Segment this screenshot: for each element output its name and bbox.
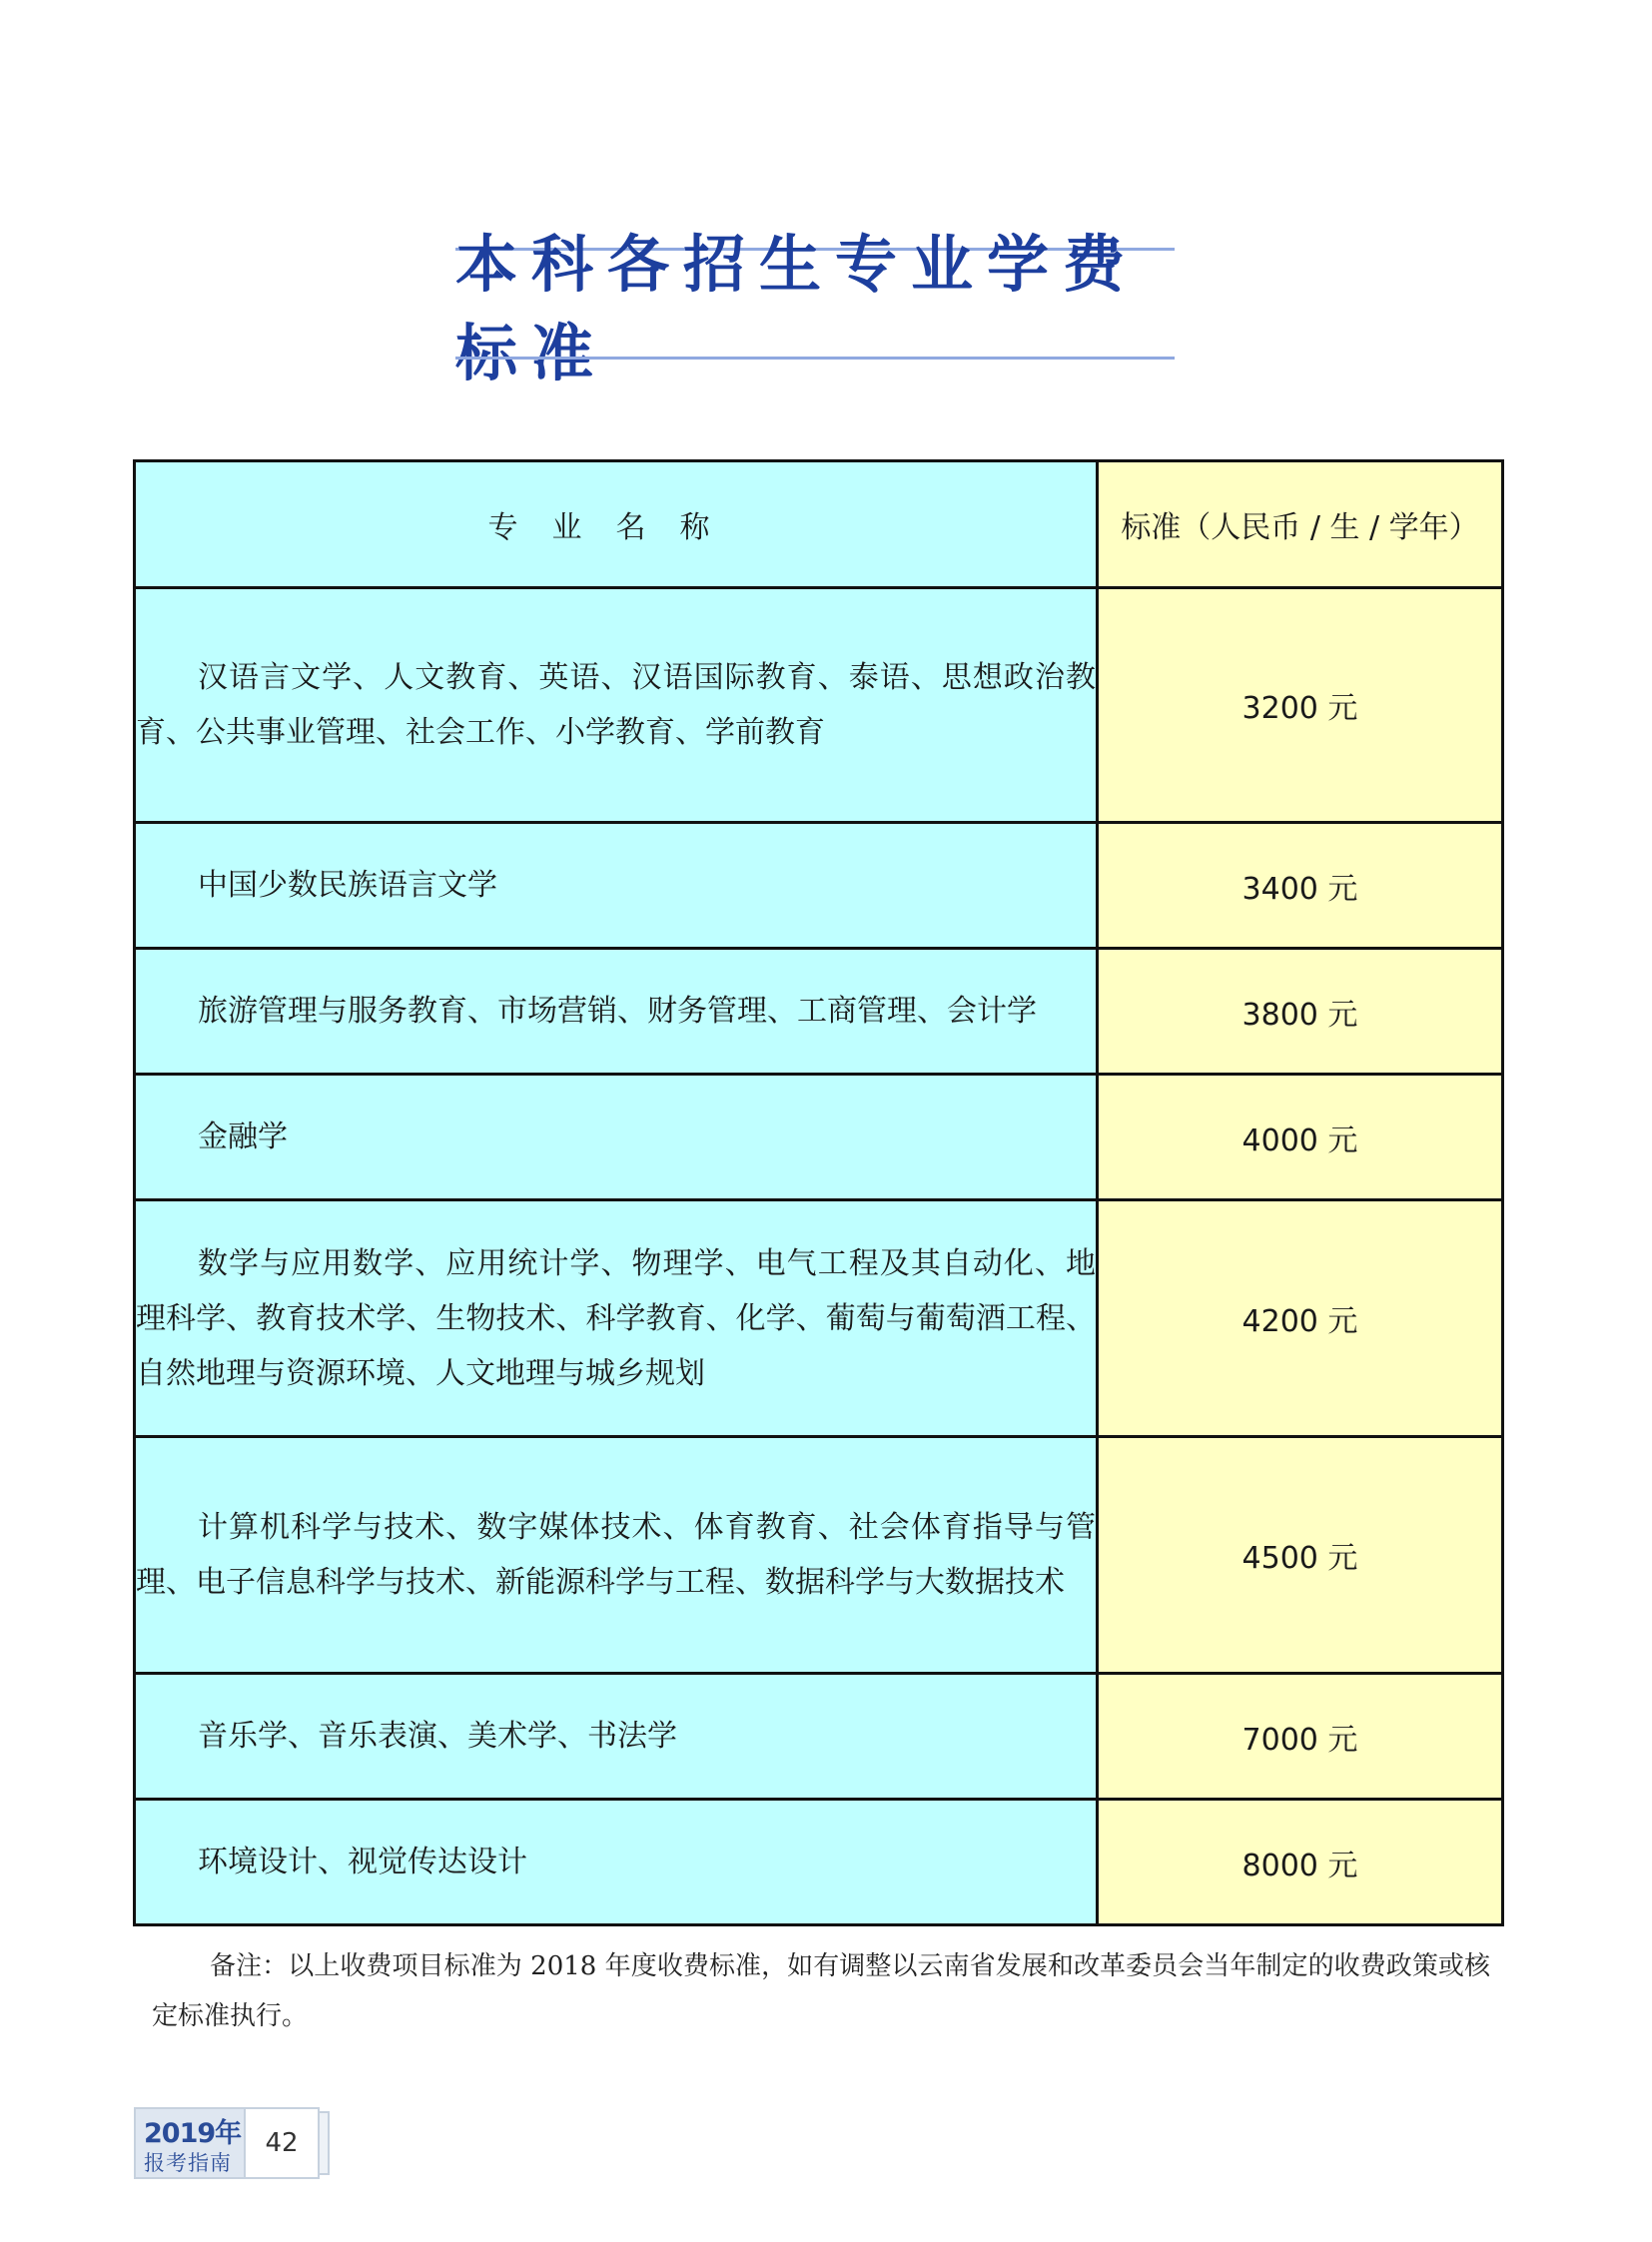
book-edge-decoration (320, 2111, 330, 2175)
logo-subtitle: 报考指南 (144, 2151, 232, 2175)
remarks-note: 备注：以上收费项目标准为 2018 年度收费标准，如有调整以云南省发展和改革委员会当年制定的收费政策或核定标准执行。 (152, 1951, 1490, 2031)
logo-year: 2019年 (144, 2118, 242, 2149)
major-name-cell: 数学与应用数学、应用统计学、物理学、电气工程及其自动化、地理科学、教育技术学、生物技术、科学教育、化学、葡萄与葡萄酒工程、自然地理与资源环境、人文地理与城乡规划 (135, 1200, 1098, 1437)
title-block (455, 228, 1175, 389)
header-major-name: 专业名称 (135, 461, 1098, 588)
table-row (135, 1437, 1503, 1674)
title-bottom-rule (455, 357, 1175, 360)
fee-cell: 4200 元 (1098, 1200, 1503, 1437)
guide-logo (134, 2107, 246, 2179)
major-name-cell: 金融学 (135, 1075, 1098, 1200)
fee-cell: 3400 元 (1098, 823, 1503, 949)
table-row (135, 823, 1503, 949)
major-name-cell: 音乐学、音乐表演、美术学、书法学 (135, 1674, 1098, 1800)
major-name-cell: 计算机科学与技术、数字媒体技术、体育教育、社会体育指导与管理、电子信息科学与技术、新能源科学与工程、数据科学与大数据技术 (135, 1437, 1098, 1674)
major-name-cell: 环境设计、视觉传达设计 (135, 1800, 1098, 1925)
fee-cell: 3800 元 (1098, 949, 1503, 1075)
fee-cell: 8000 元 (1098, 1800, 1503, 1925)
table-row (135, 949, 1503, 1075)
major-name-cell: 旅游管理与服务教育、市场营销、财务管理、工商管理、会计学 (135, 949, 1098, 1075)
page-number: 42 (246, 2107, 320, 2179)
page-footer (134, 2107, 334, 2181)
table-row (135, 1075, 1503, 1200)
table-row (135, 1800, 1503, 1925)
major-name-cell: 中国少数民族语言文学 (135, 823, 1098, 949)
table-row (135, 588, 1503, 823)
table-row (135, 1674, 1503, 1800)
fee-cell: 3200 元 (1098, 588, 1503, 823)
page-title: 本科各招生专业学费标准 (455, 228, 1140, 389)
fee-cell: 7000 元 (1098, 1674, 1503, 1800)
fee-cell: 4500 元 (1098, 1437, 1503, 1674)
header-fee-standard: 标准（人民币 / 生 / 学年） (1098, 461, 1503, 588)
table-header-row (135, 461, 1503, 588)
fee-cell: 4000 元 (1098, 1075, 1503, 1200)
major-name-cell: 汉语言文学、人文教育、英语、汉语国际教育、泰语、思想政治教育、公共事业管理、社会工作、小学教育、学前教育 (135, 588, 1098, 823)
tuition-table (133, 459, 1504, 1926)
table-row (135, 1200, 1503, 1437)
